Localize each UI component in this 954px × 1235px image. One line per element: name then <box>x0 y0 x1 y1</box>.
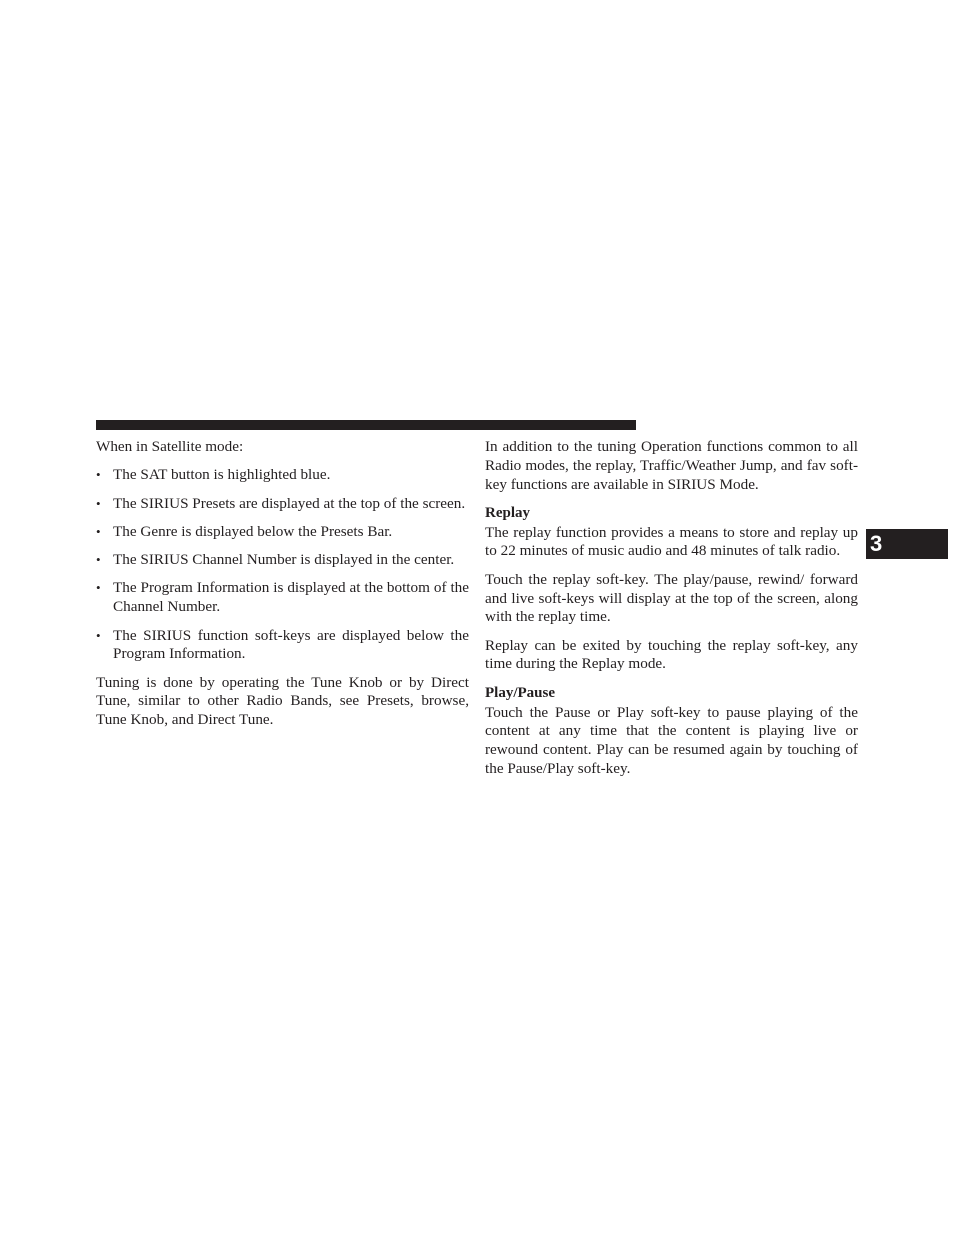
satellite-mode-intro: When in Satellite mode: <box>96 438 244 455</box>
satellite-mode-list <box>96 466 469 664</box>
replay-heading: Replay <box>485 504 530 521</box>
bullet-icon: • <box>96 523 101 539</box>
bullet-icon: • <box>96 627 101 643</box>
replay-paragraph-3: Replay can be exited by touching the replay soft-key, any time during the Replay mode. <box>485 636 858 673</box>
play-pause-paragraph: Touch the Pause or Play soft-key to pause playing of the content at any time that the content is playing live or rewound content. Play can be resumed again by touching of the Pause/Play soft-key. <box>485 703 858 777</box>
section-rule <box>96 420 636 430</box>
sirius-intro-paragraph: In addition to the tuning Operation functions common to all Radio modes, the replay, Traffic/Weather Jump, and fav soft-key functions are available in SIRIUS Mode. <box>485 438 858 493</box>
right-column <box>485 438 858 788</box>
bullet-icon: • <box>96 552 101 568</box>
bullet-icon: • <box>96 495 101 511</box>
list-item: • The SIRIUS Presets are displayed at the top of the screen. <box>96 494 466 512</box>
list-item: • The Program Information is displayed at the bottom of the Channel Number. <box>96 579 469 616</box>
replay-paragraph-1: The replay function provides a means to store and replay up to 22 minutes of music audio and 48 minutes of talk radio. <box>485 523 858 560</box>
list-item: • The SAT button is highlighted blue. <box>96 466 331 484</box>
replay-paragraph-2: Touch the replay soft-key. The play/pause, rewind/ forward and live soft-keys will display at the top of the screen, along with the replay time. <box>485 570 858 626</box>
bullet-icon: • <box>96 580 101 596</box>
chapter-tab: 3 <box>866 529 948 559</box>
list-item: • The Genre is displayed below the Presets Bar. <box>96 522 393 540</box>
left-column <box>96 438 469 740</box>
tuning-paragraph: Tuning is done by operating the Tune Knob or by Direct Tune, similar to other Radio Bands, see Presets, browse, Tune Knob, and Direct Tune. <box>96 673 469 729</box>
play-pause-heading: Play/Pause <box>485 684 555 701</box>
list-item: • The SIRIUS function soft-keys are displayed below the Program Information. <box>96 626 469 663</box>
list-item: • The SIRIUS Channel Number is displayed in the center. <box>96 551 455 569</box>
bullet-icon: • <box>96 467 101 483</box>
